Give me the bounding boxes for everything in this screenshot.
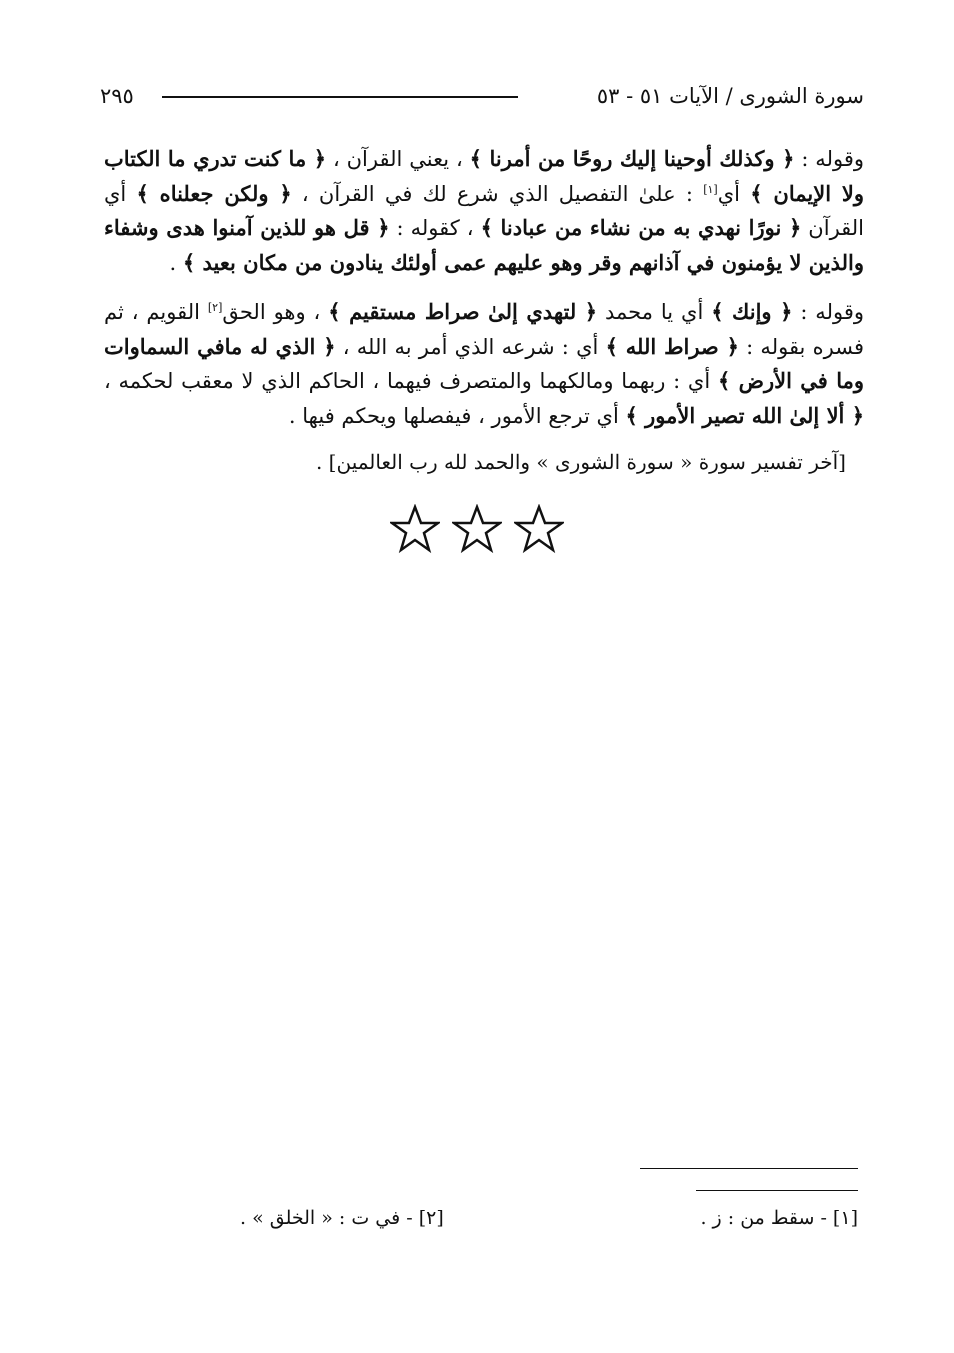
text: وقوله : <box>794 147 864 171</box>
quran-quote: ﴿ ولكن جعلناه ﴾ <box>136 180 292 206</box>
quran-quote: ﴿ نورًا نهدي به من نشاء من عبادنا ﴾ <box>480 215 802 240</box>
text: أي يا محمد <box>597 300 712 324</box>
text: ، كقوله : <box>389 216 481 240</box>
header-rule <box>162 96 518 98</box>
star-icon <box>514 504 564 554</box>
footnote-divider <box>640 1168 858 1169</box>
text: أي : ربهما ومالكهما والمتصرف فيهما ، الحاكم الذي لا معقب لحكمه ، <box>104 369 718 393</box>
text: : علىٰ التفصيل الذي شرع لك في القرآن ، <box>291 181 704 206</box>
quran-quote: ﴿ صراط الله ﴾ <box>605 333 739 359</box>
footnote-divider <box>696 1190 858 1191</box>
page-number: ٢٩٥ <box>100 84 134 108</box>
text: ، يعني القرآن ، <box>326 147 470 171</box>
paragraph-2 <box>104 295 864 433</box>
footnote-1: [١] - سقط من : ز . <box>700 1207 858 1229</box>
quran-quote: ﴿ وإنك ﴾ <box>711 299 793 324</box>
star-icon <box>452 504 502 554</box>
footnote-2: [٢] - في ت : « الخلق » . <box>240 1207 444 1229</box>
quran-quote: ﴿ ألا إلىٰ الله تصير الأمور ﴾ <box>625 402 864 428</box>
quran-quote: ﴿ الذي له مافي السماوات وما في الأرض ﴾ <box>104 333 864 393</box>
stars-ornament <box>0 504 954 554</box>
quran-quote: ﴿ وكذلك أوحينا إليك روحًا من أمرنا ﴾ <box>469 146 795 171</box>
text: . <box>169 250 183 275</box>
text: ، وهو الحق <box>222 300 329 324</box>
text: أي ترجع الأمور ، فيفصلها ويحكم فيها . <box>288 403 626 428</box>
footnote-ref-1: [١] <box>703 182 718 196</box>
main-text <box>104 142 864 448</box>
quran-quote: ﴿ ما كنت تدري ما الكتاب ولا الإيمان ﴾ <box>104 146 865 206</box>
page-header <box>100 78 864 114</box>
paragraph-1 <box>104 142 864 280</box>
text: أي : شرعه الذي أمر به الله ، <box>335 334 606 359</box>
quran-quote: ﴿ لتهدي إلىٰ صراط مستقيم ﴾ <box>328 299 598 324</box>
text: وقوله : <box>792 300 864 324</box>
text: أي القرآن <box>104 181 865 240</box>
star-icon <box>390 504 440 554</box>
text: أي <box>717 181 751 206</box>
quran-quote: ﴿ قل هو للذين آمنوا هدى وشفاء والذين لا يؤمنون في آذانهم وقر وهو عليهم عمى أولئك ينادون من مكان بعيد ﴾ <box>104 215 864 275</box>
running-title: سورة الشورى / الآيات ٥١ - ٥٣ <box>596 84 864 108</box>
closing-line: [آخر تفسير سورة « سورة الشورى » والحمد لله رب العالمين] . <box>315 450 846 474</box>
footnote-ref-2: [٢] <box>207 301 223 314</box>
text: القويم ، ثم فسره بقوله : <box>104 300 864 359</box>
